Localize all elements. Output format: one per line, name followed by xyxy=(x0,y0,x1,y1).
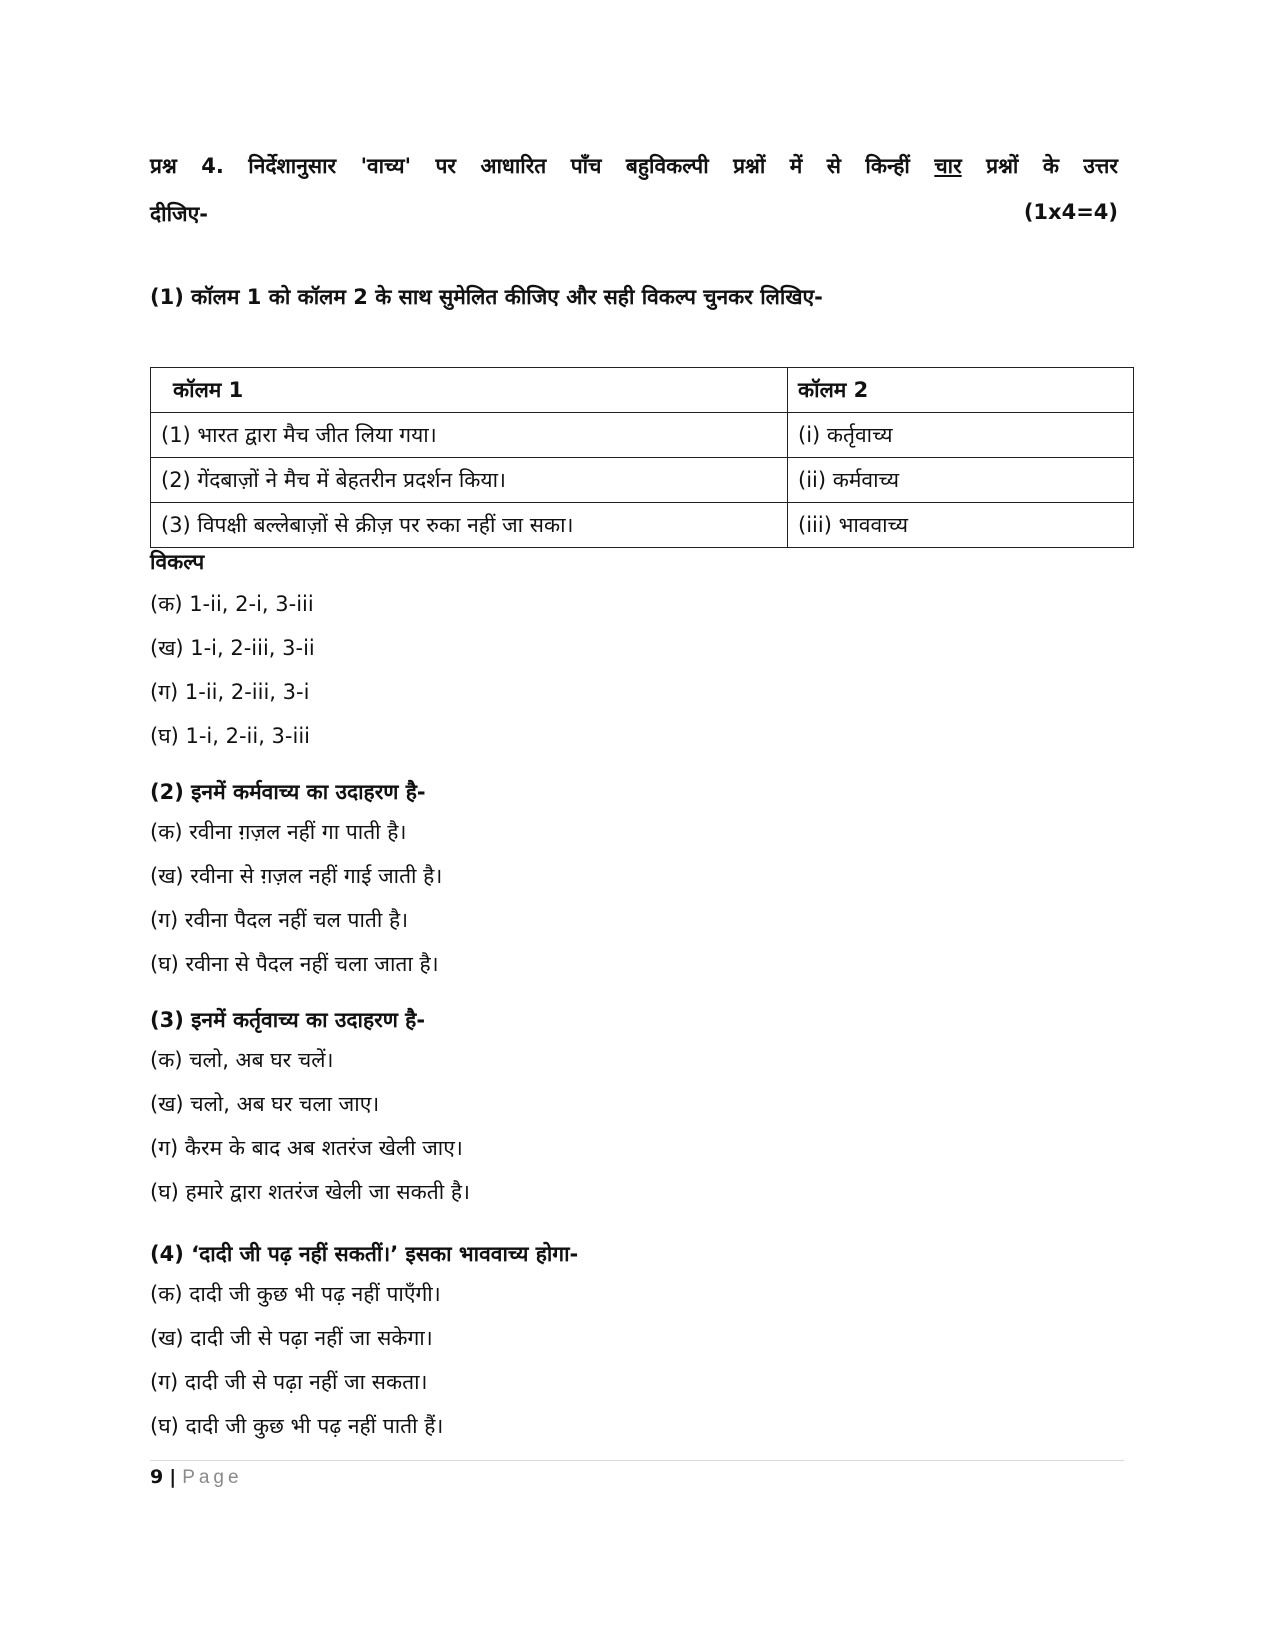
table-row xyxy=(151,413,1134,458)
table-cell: (3) विपक्षी बल्लेबाज़ों से क्रीज़ पर रुका नहीं जा सका। xyxy=(151,503,788,548)
table-cell: (1) भारत द्वारा मैच जीत लिया गया। xyxy=(151,413,788,458)
q3-option: (ख) चलो, अब घर चला जाए। xyxy=(150,1092,380,1116)
q2-option: (ग) रवीना पैदल नहीं चल पाती है। xyxy=(150,908,409,932)
question-heading-underlined: चार xyxy=(934,154,962,178)
footer-separator: | xyxy=(169,1466,177,1488)
question-heading-line2 xyxy=(150,200,1118,228)
question-heading-line1 xyxy=(150,152,1118,180)
q1-option: (ग) 1-ii, 2-iii, 3-i xyxy=(150,680,310,704)
q1-option: (क) 1-ii, 2-i, 3-iii xyxy=(150,592,314,616)
page-word: Page xyxy=(182,1467,243,1488)
table-header-row xyxy=(151,368,1134,413)
q1-prompt: (1) कॉलम 1 को कॉलम 2 के साथ सुमेलित कीजिए और सही विकल्प चुनकर लिखिए- xyxy=(150,285,823,309)
q2-prompt: (2) इनमें कर्मवाच्य का उदाहरण है- xyxy=(150,780,426,804)
page-footer xyxy=(150,1466,243,1489)
q1-option: (घ) 1-i, 2-ii, 3-iii xyxy=(150,724,310,748)
table-cell: (i) कर्तृवाच्य xyxy=(788,413,1134,458)
q2-option: (घ) रवीना से पैदल नहीं चला जाता है। xyxy=(150,952,439,976)
q2-option: (ख) रवीना से ग़ज़ल नहीं गाई जाती है। xyxy=(150,864,443,888)
table-row xyxy=(151,458,1134,503)
question-heading-text: प्रश्न 4. निर्देशानुसार 'वाच्य' पर आधारित पाँच बहुविकल्पी प्रश्नों में से किन्हीं xyxy=(150,154,910,178)
table-header-cell: कॉलम 2 xyxy=(788,368,1134,413)
q1-option: (ख) 1-i, 2-iii, 3-ii xyxy=(150,636,315,660)
table-cell: (ii) कर्मवाच्य xyxy=(788,458,1134,503)
q4-option: (घ) दादी जी कुछ भी पढ़ नहीं पाती हैं। xyxy=(150,1414,444,1438)
q3-option: (घ) हमारे द्वारा शतरंज खेली जा सकती है। xyxy=(150,1180,470,1204)
table-cell: (2) गेंदबाज़ों ने मैच में बेहतरीन प्रदर्शन किया। xyxy=(151,458,788,503)
table-cell: (iii) भाववाच्य xyxy=(788,503,1134,548)
q4-option: (ग) दादी जी से पढ़ा नहीं जा सकता। xyxy=(150,1370,428,1394)
page-number: 9 xyxy=(150,1466,164,1488)
footer-divider xyxy=(150,1460,1124,1461)
table-header-cell: कॉलम 1 xyxy=(151,368,788,413)
question-marks: (1x4=4) xyxy=(1023,200,1118,224)
matching-table xyxy=(150,367,1134,548)
q4-option: (क) दादी जी कुछ भी पढ़ नहीं पाएँगी। xyxy=(150,1282,441,1306)
question-heading-line2-text: दीजिए- xyxy=(150,202,208,226)
question-heading-text-end: प्रश्नों के उत्तर xyxy=(986,154,1119,178)
q3-option: (क) चलो, अब घर चलें। xyxy=(150,1048,334,1072)
table-row xyxy=(151,503,1134,548)
options-label: विकल्प xyxy=(150,550,205,574)
q4-option: (ख) दादी जी से पढ़ा नहीं जा सकेगा। xyxy=(150,1326,433,1350)
q3-option: (ग) कैरम के बाद अब शतरंज खेली जाए। xyxy=(150,1136,463,1160)
q4-prompt: (4) ‘दादी जी पढ़ नहीं सकतीं।’ इसका भाववाच्य होगा- xyxy=(150,1242,579,1266)
q2-option: (क) रवीना ग़ज़ल नहीं गा पाती है। xyxy=(150,820,407,844)
q3-prompt: (3) इनमें कर्तृवाच्य का उदाहरण है- xyxy=(150,1008,426,1032)
